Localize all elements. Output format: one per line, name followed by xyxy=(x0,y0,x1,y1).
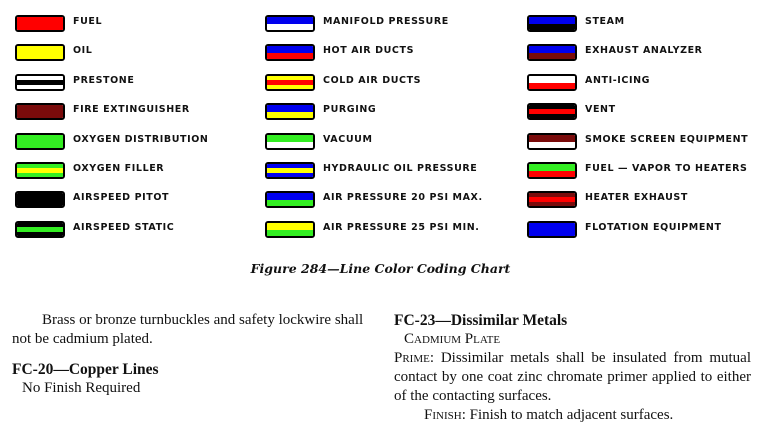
legend-label: FUEL xyxy=(73,16,103,27)
swatch-band xyxy=(267,173,313,177)
turnbuckle-paragraph: Brass or bronze turnbuckles and safety lockwire shall not be cadmium plated. xyxy=(12,312,364,347)
swatch-band xyxy=(17,105,63,118)
prime-paragraph xyxy=(394,349,751,406)
color-swatch xyxy=(15,191,65,208)
swatch-band xyxy=(17,173,63,177)
color-swatch xyxy=(15,103,65,120)
color-swatch xyxy=(527,162,577,179)
swatch-band xyxy=(17,232,63,236)
legend-label: HYDRAULIC OIL PRESSURE xyxy=(323,163,478,174)
legend-label: ANTI-ICING xyxy=(585,75,651,86)
swatch-band xyxy=(267,24,313,31)
swatch-band xyxy=(17,46,63,59)
prime-text: : Dissimilar metals shall be insulated from mutual contact by one coat zinc chromate primer applied to either of the contacting surfaces. xyxy=(394,350,751,404)
color-swatch xyxy=(265,133,315,150)
swatch-band xyxy=(267,142,313,149)
legend-label: MANIFOLD PRESSURE xyxy=(323,16,449,27)
color-swatch xyxy=(15,133,65,150)
color-swatch xyxy=(527,15,577,32)
color-swatch xyxy=(265,74,315,91)
legend-label: PURGING xyxy=(323,104,377,115)
color-swatch xyxy=(265,221,315,238)
swatch-band xyxy=(529,202,575,206)
finish-paragraph xyxy=(394,406,751,425)
swatch-band xyxy=(17,85,63,89)
swatch-band xyxy=(267,230,313,237)
legend-label: HEATER EXHAUST xyxy=(585,192,688,203)
color-swatch xyxy=(527,44,577,61)
legend-label: STEAM xyxy=(585,16,625,27)
legend-label: OIL xyxy=(73,45,93,56)
swatch-band xyxy=(529,171,575,178)
swatch-band xyxy=(267,112,313,119)
color-swatch xyxy=(527,103,577,120)
swatch-band xyxy=(267,53,313,60)
legend-label: EXHAUST ANALYZER xyxy=(585,45,703,56)
swatch-band xyxy=(17,17,63,30)
legend-label: HOT AIR DUCTS xyxy=(323,45,415,56)
legend-label: VACUUM xyxy=(323,134,373,145)
legend-label: FUEL — VAPOR TO HEATERS xyxy=(585,163,748,174)
color-swatch xyxy=(265,103,315,120)
color-swatch xyxy=(265,44,315,61)
copper-lines-subheading: No Finish Required xyxy=(22,380,141,396)
color-swatch xyxy=(265,191,315,208)
color-swatch xyxy=(265,162,315,179)
swatch-band xyxy=(529,142,575,149)
legend-label: FLOTATION EQUIPMENT xyxy=(585,222,722,233)
color-swatch xyxy=(527,221,577,238)
color-swatch xyxy=(265,15,315,32)
legend-label: AIR PRESSURE 25 PSI MIN. xyxy=(323,222,480,233)
left-column xyxy=(12,311,370,398)
color-swatch xyxy=(527,191,577,208)
swatch-band xyxy=(529,223,575,236)
legend-label: AIRSPEED PITOT xyxy=(73,192,170,203)
cadmium-plate-subheading: Cadmium Plate xyxy=(404,331,501,347)
color-swatch xyxy=(15,74,65,91)
prime-label: Prime xyxy=(394,350,430,366)
color-swatch xyxy=(15,15,65,32)
legend-label: AIR PRESSURE 20 PSI MAX. xyxy=(323,192,483,203)
legend-label: SMOKE SCREEN EQUIPMENT xyxy=(585,134,749,145)
figure-caption: Figure 284—Line Color Coding Chart xyxy=(250,261,511,276)
swatch-band xyxy=(529,24,575,31)
swatch-band xyxy=(529,53,575,60)
copper-lines-heading: FC-20—Copper Lines xyxy=(12,361,159,378)
legend-label: OXYGEN DISTRIBUTION xyxy=(73,134,209,145)
swatch-band xyxy=(267,85,313,89)
finish-text: : Finish to match adjacent surfaces. xyxy=(461,407,674,423)
swatch-band xyxy=(267,200,313,207)
legend-label: PRESTONE xyxy=(73,75,135,86)
color-swatch xyxy=(15,221,65,238)
legend-label: FIRE EXTINGUISHER xyxy=(73,104,190,115)
color-swatch xyxy=(15,162,65,179)
color-swatch xyxy=(527,74,577,91)
legend-label: VENT xyxy=(585,104,616,115)
color-swatch xyxy=(15,44,65,61)
swatch-band xyxy=(529,114,575,118)
legend-label: OXYGEN FILLER xyxy=(73,163,165,174)
legend-label: AIRSPEED STATIC xyxy=(73,222,175,233)
swatch-band xyxy=(17,135,63,148)
color-swatch xyxy=(527,133,577,150)
legend-label: COLD AIR DUCTS xyxy=(323,75,422,86)
swatch-band xyxy=(17,193,63,206)
swatch-band xyxy=(529,83,575,90)
finish-label: Finish xyxy=(424,407,462,423)
dissimilar-metals-heading: FC-23—Dissimilar Metals xyxy=(394,312,568,329)
right-column xyxy=(394,311,751,425)
